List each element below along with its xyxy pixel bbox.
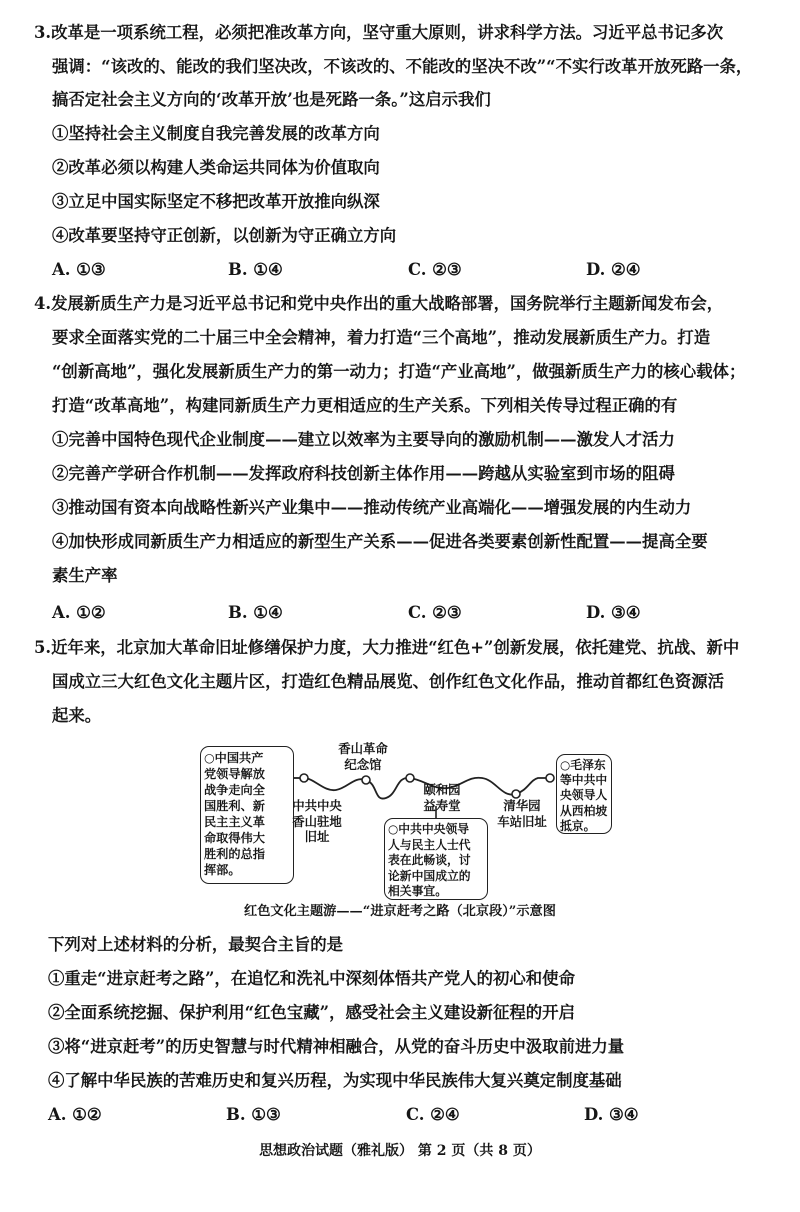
q4-item-3: ③推动国有资本向战略性新兴产业集中——推动传统产业高端化——增强发展的内生动力 (52, 498, 692, 517)
q3-item-1: ①坚持社会主义制度自我完善发展的改革方向 (52, 124, 380, 143)
q4-item-1: ①完善中国特色现代企业制度——建立以效率为主要导向的激励机制——激发人才活力 (52, 430, 675, 449)
q4-item-4-continued: 素生产率 (52, 566, 118, 585)
q4-option-a: A. ①② (52, 603, 106, 622)
q4-item-2: ②完善产学研合作机制——发挥政府科技创新主体作用——跨越从实验室到市场的阻碍 (52, 464, 675, 483)
q3-option-a: A. ①③ (52, 260, 106, 279)
stop-label-qinghuayuan: 清华园 车站旧址 (497, 798, 547, 829)
stop-label-yiheyuan: 颐和园 益寿堂 (423, 782, 461, 813)
diagram-caption: 红色文化主题游——“进京赶考之路（北京段）”示意图 (244, 904, 556, 919)
route-diagram (186, 740, 612, 902)
q4-option-c: C. ②③ (408, 603, 462, 622)
stop-label-xiangshan-memorial: 香山革命 纪念馆 (338, 741, 388, 772)
q5-stem-line-3: 起来。 (52, 706, 102, 725)
q4-stem-line-4: 打造“改革高地”，构建同新质生产力更相适应的生产关系。下列相关传导过程正确的有 (52, 396, 678, 415)
q4-option-b: B. ①④ (228, 603, 283, 622)
q5-question: 下列对上述材料的分析，最契合主旨的是 (48, 935, 344, 954)
q4-stem-line-1: 4.发展新质生产力是习近平总书记和党中央作出的重大战略部署，国务院举行主题新闻发布会， (34, 294, 724, 313)
q5-option-a: A. ①② (48, 1105, 102, 1124)
page-footer: 思想政治试题（雅礼版） 第 2 页（共 8 页） (259, 1143, 541, 1159)
q3-item-2: ②改革必须以构建人类命运共同体为价值取向 (52, 158, 380, 177)
q4-item-4: ④加快形成同新质生产力相适应的新型生产关系——促进各类要素创新性配置——提高全要 (52, 532, 708, 551)
q4-stem-line-3: “创新高地”，强化发展新质生产力的第一动力；打造“产业高地”，做强新质生产力的核心载体； (52, 362, 746, 381)
q5-item-1: ①重走“进京赶考之路”，在追忆和洗礼中深刻体悟共产党人的初心和使命 (48, 969, 575, 988)
q3-stem-line-3: 搞否定社会主义方向的‘改革开放’也是死路一条。”这启示我们 (52, 90, 491, 109)
q5-stem-line-1: 5.近年来，北京加大革命旧址修缮保护力度，大力推进“红色+”创新发展，依托建党、抗战、新中 (34, 638, 740, 657)
q5-option-d: D. ③④ (584, 1105, 639, 1124)
stop-label-xiangshan-site: 中共中央 香山驻地 旧址 (292, 798, 342, 844)
q3-option-b: B. ①④ (228, 260, 283, 279)
q4-stem-line-2: 要求全面落实党的二十届三中全会精神，着力打造“三个高地”，推动发展新质生产力。打造 (52, 328, 711, 347)
q4-option-d: D. ③④ (586, 603, 641, 622)
q3-option-d: D. ②④ (586, 260, 641, 279)
q5-option-c: C. ②④ (406, 1105, 460, 1124)
note-box-discussion: ○中共中央领导 人与民主人士代 表在此畅谈，讨 论新中国成立的 相关事宜。 (384, 818, 488, 900)
note-box-arrival: ○毛泽东 等中共中 央领导人 从西柏坡 抵京。 (556, 754, 612, 834)
q3-stem-line-1: 3.改革是一项系统工程，必须把准改革方向，坚守重大原则，讲求科学方法。习近平总书记多次 (34, 23, 724, 42)
q5-item-3: ③将“进京赶考”的历史智慧与时代精神相融合，从党的奋斗历史中汲取前进力量 (48, 1037, 625, 1056)
q3-option-c: C. ②③ (408, 260, 462, 279)
q3-item-3: ③立足中国实际坚定不移把改革开放推向纵深 (52, 192, 380, 211)
q5-item-2: ②全面系统挖掘、保护利用“红色宝藏”，感受社会主义建设新征程的开启 (48, 1003, 575, 1022)
note-box-headquarters: ○中国共产 党领导解放 战争走向全 国胜利、新 民主主义革 命取得伟大 胜利的总指 挥部。 (200, 746, 294, 884)
q5-option-b: B. ①③ (226, 1105, 281, 1124)
q5-stem-line-2: 国成立三大红色文化主题片区，打造红色精品展览、创作红色文化作品，推动首都红色资源活 (52, 672, 725, 691)
q3-item-4: ④改革要坚持守正创新，以创新为守正确立方向 (52, 226, 397, 245)
q5-item-4: ④了解中华民族的苦难历史和复兴历程，为实现中华民族伟大复兴奠定制度基础 (48, 1071, 622, 1090)
q3-stem-line-2: 强调：“该改的、能改的我们坚决改，不该改的、不能改的坚决不改”“不实行改革开放死路一条， (52, 57, 753, 76)
